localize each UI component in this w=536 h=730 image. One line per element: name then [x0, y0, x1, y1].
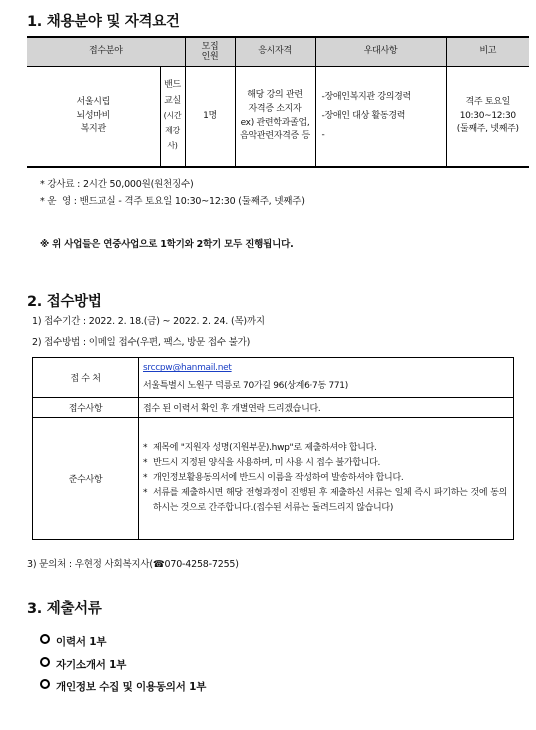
rule-item: * 반드시 지정된 양식을 사용하며, 미 사용 시 접수 불가합니다. [143, 458, 381, 469]
document-item: 이력서 1부 [40, 634, 106, 649]
circle-bullet-icon [40, 657, 50, 667]
contact-text: 접수 된 이력서 확인 후 개별연락 드리겠습니다. [139, 398, 514, 418]
table-row [27, 67, 529, 168]
rule-item: * 제목에 "지원자 성명(지원부문).hwp"로 제출하셔야 합니다. [143, 443, 377, 454]
header-remarks: 비고 [446, 37, 529, 67]
inquiry-line: 3) 문의처 : 우현정 사회복지사(☎070-4258-7255) [27, 559, 239, 570]
circle-bullet-icon [40, 634, 50, 644]
job-cell: 밴드교실 (시간제강사) [160, 67, 185, 168]
count-cell: 1명 [185, 67, 235, 168]
table-header-row [27, 37, 529, 67]
notice-line: ※ 위 사업들은 연중사업으로 1학기와 2학기 모두 진행됩니다. [40, 239, 294, 250]
fee-line: * 강사료 : 2시간 50,000원(원천징수) [40, 179, 194, 190]
table-row [33, 398, 514, 418]
document-item: 자기소개서 1부 [40, 657, 126, 672]
remarks-cell: 격주 토요일 10:30~12:30 (둘째주, 넷째주) [446, 67, 529, 168]
section-3-title: 3. 제출서류 [27, 601, 102, 617]
application-method: 2) 접수방법 : 이메일 접수(우편, 팩스, 방문 접수 불가) [32, 337, 251, 348]
rules-cell [139, 418, 514, 540]
application-table [32, 357, 514, 540]
table-row [33, 418, 514, 540]
rules-label: 준수사항 [33, 418, 139, 540]
preference-cell: -장애인복지관 강의경력 -장애인 대상 활동경력 - [315, 67, 446, 168]
schedule-line: * 운 영 : 밴드교실 - 격주 토요일 10:30~12:30 (둘째주, 넷째주) [40, 196, 305, 207]
contact-label: 접수사항 [33, 398, 139, 418]
rule-item: * 개인정보활용동의서에 반드시 이름을 작성하여 발송하셔야 합니다. [143, 473, 404, 484]
address-text: 서울특별시 노원구 덕릉로 70가길 96(상계6·7동 771) [143, 380, 348, 391]
table-row [33, 358, 514, 398]
org-cell: 서울시립 뇌성마비 복지관 [27, 67, 160, 168]
application-period: 1) 접수기간 : 2022. 2. 18.(금) ~ 2022. 2. 24. (목)까지 [32, 316, 265, 327]
email-link[interactable]: srccpw@hanmail.net [143, 363, 232, 374]
address-label: 접 수 처 [33, 358, 139, 398]
address-cell [139, 358, 514, 398]
rule-item: * 서류를 제출하시면 해당 전형과정이 진행된 후 제출하신 서류는 일체 즉시 파기하는 것에 동의하시는 것으로 간주합니다.(접수된 서류는 돌려드리지 않습니다) [143, 487, 507, 513]
header-preference: 우대사항 [315, 37, 446, 67]
header-count: 모집 인원 [185, 37, 235, 67]
document-item: 개인정보 수집 및 이용동의서 1부 [40, 679, 206, 694]
section-2-title: 2. 접수방법 [27, 294, 102, 310]
qualification-cell: 해당 강의 관련 자격증 소지자 ex) 관련학과졸업, 음악관련자격증 등 [235, 67, 315, 168]
recruitment-table [27, 36, 529, 168]
section-1-title: 1. 채용분야 및 자격요건 [27, 14, 180, 30]
header-field: 접수분야 [27, 37, 185, 67]
circle-bullet-icon [40, 679, 50, 689]
header-qualification: 응시자격 [235, 37, 315, 67]
